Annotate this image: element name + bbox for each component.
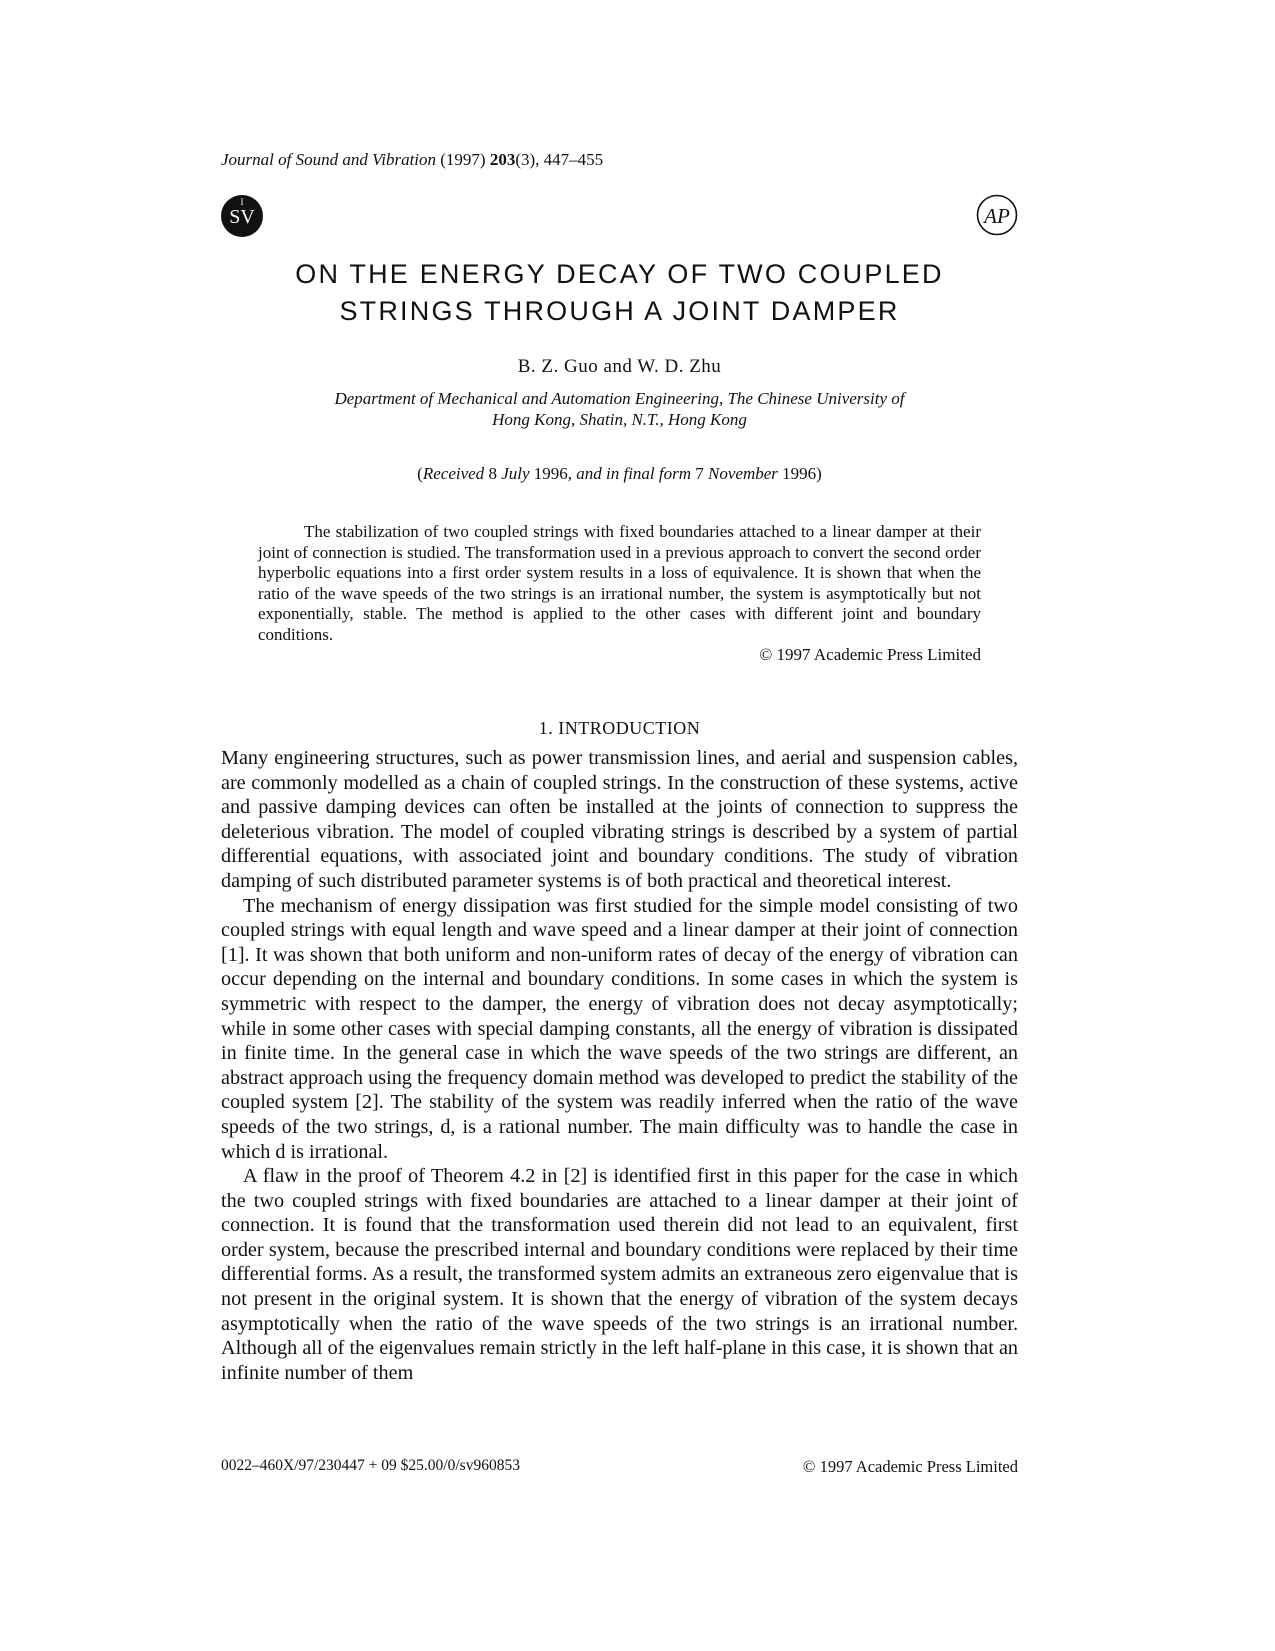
abstract-text: The stabilization of two coupled strings with fixed boundaries attached to a linear damper at their joint of connection is studied. The transformation used in a previous approach to convert the second order hyperbolic equations into a first order system results in a loss of equivalence. It is shown that when the ratio of the wave speeds of the two strings is an irrational number, the system is asymptotically but not exponentially, stable. The method is applied to the other cases with different joint and boundary conditions. — [258, 522, 981, 644]
paper-title — [221, 256, 1018, 330]
abstract — [258, 522, 981, 666]
journal-name: Journal of Sound and Vibration — [221, 150, 437, 169]
journal-year: (1997) — [440, 150, 486, 169]
ap-logo-icon — [976, 194, 1018, 236]
final-label: and in final form — [576, 464, 692, 483]
sv-logo-icon — [220, 194, 264, 238]
affiliation-line-2: Hong Kong, Shatin, N.T., Hong Kong — [492, 410, 747, 429]
abstract-copyright: © 1997 Academic Press Limited — [759, 645, 981, 664]
received-label: Received — [422, 464, 485, 483]
paragraph: Many engineering structures, such as power transmission lines, and aerial and suspension cables, are commonly modelled as a chain of coupled strings. In the construction of these systems, active and passive damping devices can often be installed at the joints of connection to suppress the deleterious vibration. The model of coupled vibrating strings is described by a system of partial differential equations, with associated joint and boundary conditions. The study of vibration damping of such distributed parameter systems is of both practical and theoretical interest. — [221, 747, 1018, 892]
affiliation — [221, 388, 1018, 430]
received-dates — [221, 464, 1018, 484]
title-line-2: STRINGS THROUGH A JOINT DAMPER — [339, 296, 900, 326]
paragraph: The mechanism of energy dissipation was first studied for the simple model consisting of two coupled strings with equal length and wave speed and a linear damper at their joint of connection [1]. It was shown that both uniform and non-uniform rates of decay of the energy of vibration can occur depending on the internal and boundary conditions. In some cases in which the system is symmetric with respect to the damper, the energy of vibration does not decay asymptotically; while in some other cases with special damping constants, all the energy of vibration is dissipated in finite time. In the general case in which the wave speeds of the two strings are different, an abstract approach using the frequency domain method was developed to predict the stability of the coupled system [2]. The stability of the system was readily inferred when the ratio of the wave speeds of the two strings, d, is a rational number. The main difficulty was to handle the case in which d is irrational. — [221, 894, 1018, 1163]
footer-copyright: © 1997 Academic Press Limited — [802, 1457, 1018, 1476]
received-open: ( — [417, 464, 423, 483]
authors: B. Z. Guo and W. D. Zhu — [517, 356, 722, 377]
title-line-1: ON THE ENERGY DECAY OF TWO COUPLED — [295, 259, 944, 289]
received-year: 1996, — [529, 464, 577, 483]
svg-text:I: I — [240, 197, 244, 207]
final-day: 7 — [691, 464, 709, 483]
body-text — [221, 746, 1018, 1385]
affiliation-line-1: Department of Mechanical and Automation Engineering, The Chinese University of — [334, 389, 905, 408]
received-day: 8 — [484, 464, 502, 483]
ap-logo-text: AP — [984, 204, 1010, 228]
final-month: November — [708, 464, 778, 483]
sv-logo-text: SV — [229, 206, 255, 228]
journal-issue-pages: (3), 447–455 — [515, 150, 604, 169]
journal-volume: 203 — [489, 150, 516, 169]
footer-code: 0022–460X/97/230447 + 09 $25.00/0/sv960853 — [221, 1457, 520, 1474]
received-month: July — [501, 464, 530, 483]
final-year: 1996) — [777, 464, 822, 483]
section-heading: 1. INTRODUCTION — [538, 718, 701, 738]
paragraph: A flaw in the proof of Theorem 4.2 in [2] is identified first in this paper for the case in which the two coupled strings with fixed boundaries are attached to a linear damper at their joint of connection. It is found that the transformation used therein did not lead to an equivalent, first order system, because the prescribed internal and boundary conditions were replaced by their time differential forms. As a result, the transformed system admits an extraneous zero eigenvalue that is not present in the original system. It is shown that the energy of vibration of the system decays asymptotically when the ratio of the wave speeds of the two strings is an irrational number. Although all of the eigenvalues remain strictly in the left half-plane in this case, it is shown that an infinite number of them — [221, 1165, 1018, 1384]
running-head — [221, 150, 603, 170]
